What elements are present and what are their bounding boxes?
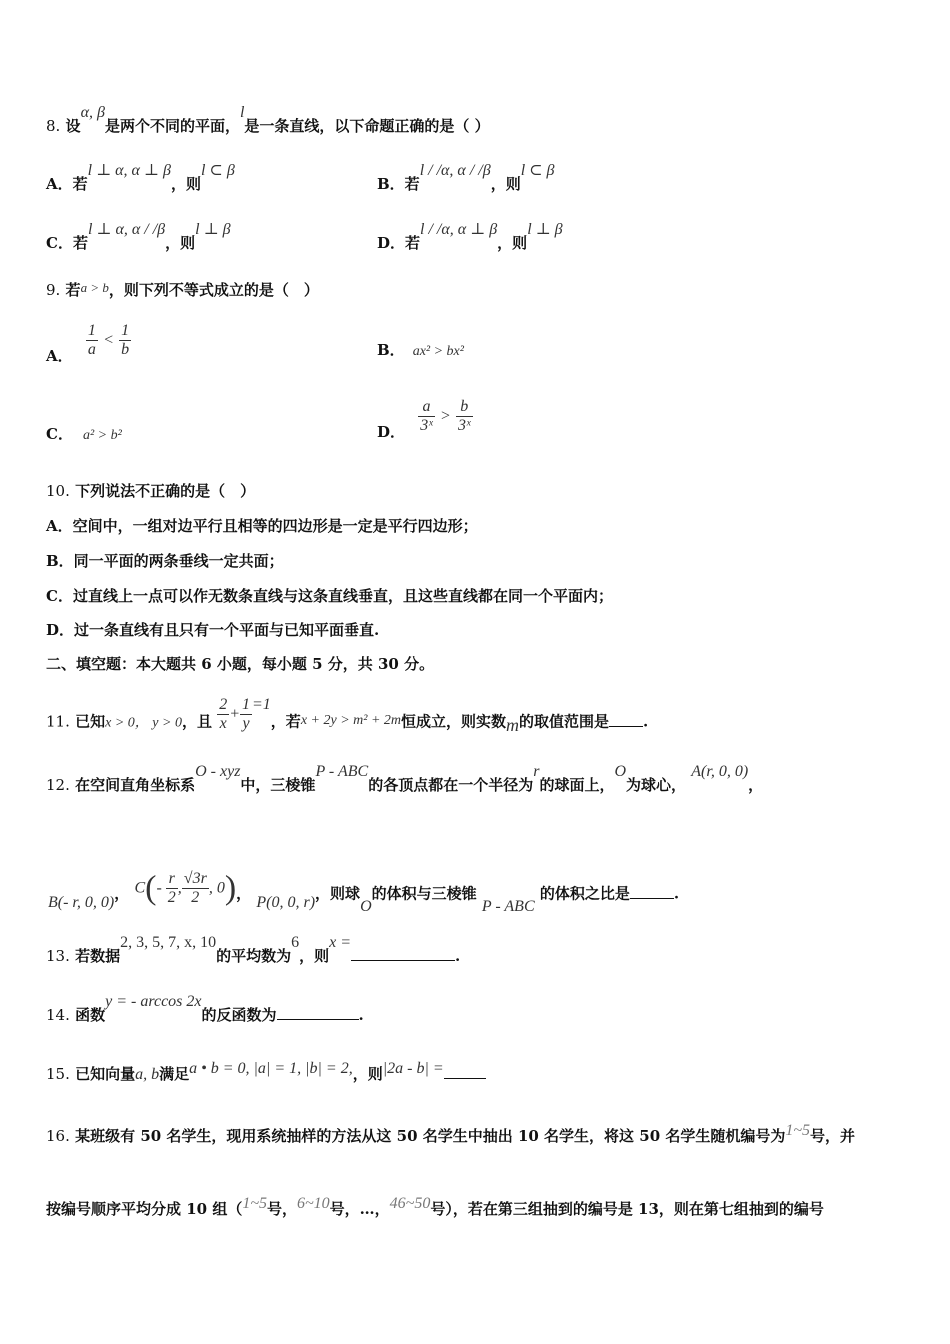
q12-math-pyramid-2: P - ABC [481,897,535,915]
q8-math-l: l [239,104,245,121]
q8-text-mid: 是两个不同的平面， [104,117,240,135]
q12-number: 12. [46,776,70,794]
q8-option-c-res: l ⊥ β [195,221,231,238]
q13-math-mean: 6 [291,934,300,951]
q12-c-comma: , [177,879,182,897]
q9-option-c [46,424,122,446]
q12-point-c-letter: C [134,879,146,897]
q8-option-a-res: l ⊂ β [200,162,235,179]
q9-math-condition: a > b [80,280,109,295]
q8-option-a-then: ，则 [170,175,201,193]
q12-point-c-paren-close: ) [224,869,237,907]
q16-text-2c: 号，…， [329,1200,390,1218]
q13-line [46,934,461,967]
q14-end: . [358,1006,364,1024]
q8-option-c-cond: l ⊥ α, α / /β [87,221,166,238]
q9-option-b-label: B． [377,341,405,359]
q11-frac2 [240,696,252,733]
q12-math-point-a: A(r, 0, 0) [691,763,749,780]
q8-option-d-cond: l / /α, α ⊥ β [420,221,498,238]
q15-answer-blank [444,1064,486,1079]
q12-line-2 [48,869,680,915]
q16-text-2b: 号， [266,1200,297,1218]
q11-number: 11. [46,712,70,731]
q15-math-target: |2a - b| = [382,1060,444,1077]
q11-math-x: x > 0 [105,715,135,731]
q11-text-2: ，且 [181,712,212,731]
q11-text-4: 恒成立，则实数 [401,712,507,731]
q9-d-num1: a [418,398,435,417]
q14-text-1: 函数 [75,1006,106,1024]
q14-text-2: 的反函数为 [201,1006,277,1024]
q12-text-9: ，则球 [315,884,361,903]
section-2-header: 二、填空题：本大题共 6 小题，每小题 5 分，共 30 分。 [46,655,435,673]
q12-answer-blank [630,884,674,899]
q11-line [46,695,649,741]
q9-option-c-expr: a² > b² [82,428,122,443]
q9-d-frac2 [456,398,473,435]
q12-text-10: 的体积与三棱锥 [371,884,477,903]
q12-text-5: 为球心， [626,776,687,794]
q12-math-coord: O - xyz [195,763,241,780]
q13-math-x: x = [329,934,352,951]
q9-option-d-label: D． [377,422,406,441]
q12-text-8: ， [236,884,252,903]
q15-math-vectors: a, b [135,1066,160,1083]
q8-option-d-res: l ⊥ β [527,221,563,238]
q9-a-frac2 [119,322,131,359]
q16-number: 16. [46,1127,70,1145]
q10-stem [46,481,255,501]
q13-text-3: ，则 [299,947,330,965]
q10-option-b: B．同一平面的两条垂线一定共面； [46,552,284,570]
q8-option-c-label: C．若 [46,234,88,252]
q16-math-range-2: 1~5 [242,1195,267,1212]
q14-number: 14. [46,1006,70,1024]
q11-answer-blank [609,712,643,727]
q12-text-6: ， [748,776,764,794]
q8-option-a [46,162,235,195]
q12-text-4: 的球面上， [539,776,615,794]
q8-option-a-label: A．若 [46,175,88,193]
q9-option-b [377,340,464,362]
q12-text-3: 的各顶点都在一个半径为 [368,776,534,794]
q8-option-b-then: ，则 [490,175,521,193]
q12-c-frac2-den: 2 [191,889,200,906]
q8-math-alpha-beta: α, β [80,104,105,121]
q9-d-operator: > [440,407,451,425]
q11-text-1: 已知 [75,712,106,731]
q11-equals-one: =1 [252,695,271,713]
q9-option-d [377,398,473,441]
q8-option-a-cond: l ⊥ α, α ⊥ β [87,162,171,179]
q13-number: 13. [46,947,70,965]
q11-end: . [643,712,649,731]
q16-math-range-1: 1~5 [785,1122,811,1139]
q8-option-b-cond: l / /α, α / /β [419,162,491,179]
q12-c-frac1-num: r [166,870,178,889]
q9-a-frac1 [86,322,98,359]
q12-math-o: O [614,763,627,780]
q11-frac2-num: 1 [242,696,250,713]
q13-math-data: 2, 3, 5, 7, x, 10 [120,934,217,951]
q8-option-d-label: D．若 [377,234,421,252]
q9-option-b-expr: ax² > bx² [412,344,464,359]
q11-math-m: m [506,714,520,735]
q13-text-2: 的平均数为 [216,947,292,965]
q11-fraction-eq [217,696,271,733]
q9-stem [46,280,319,301]
q15-text-2: 满足 [159,1065,190,1083]
q9-d-den2: 3ˣ [458,417,471,434]
q14-answer-blank [277,1005,359,1020]
q11-frac1-den: x [219,715,227,732]
q15-text-1: 已知向量 [75,1065,136,1083]
q12-c-frac1-den: 2 [167,889,176,906]
q8-option-b-label: B．若 [377,175,420,193]
q16-text-1a: 某班级有 50 名学生，现用系统抽样的方法从这 50 名学生中抽出 10 名学生，将这 50 名学生随机编号为 [75,1127,786,1145]
q10-number: 10. [46,482,70,500]
q15-math-conditions: a • b = 0, |a| = 1, |b| = 2, [189,1060,353,1077]
q10-option-d: D．过一条直线有且只有一个平面与已知平面垂直. [46,621,380,639]
q9-a-operator: < [103,331,114,349]
q12-c-frac1 [166,870,178,907]
q8-stem [46,104,490,137]
q10-text: 下列说法不正确的是（ ） [75,482,256,500]
q8-option-c-then: ，则 [165,234,196,252]
q12-point-c-zero: , 0 [208,879,225,897]
q16-text-2a: 按编号顺序平均分成 10 组（ [46,1200,243,1218]
q8-option-b [377,162,555,195]
q9-number: 9. [46,281,61,299]
q10-option-a: A．空间中，一组对边平行且相等的四边形是一定是平行四边形； [46,517,478,535]
q12-line-1 [46,763,764,796]
q14-line [46,993,364,1026]
q16-line-2 [46,1195,824,1220]
q11-plus: + [229,705,240,723]
q12-text-11: 的体积之比是 [539,884,630,903]
q12-end: . [673,884,680,903]
q8-option-c [46,221,231,254]
q12-text-2: 中，三棱锥 [240,776,316,794]
q16-text-1b: 号，并 [810,1127,856,1145]
q8-option-d [377,221,563,254]
q12-point-c-minus: - [156,879,166,897]
q11-text-5: 的取值范围是 [519,712,610,731]
q9-option-a-label: A． [46,346,73,365]
q12-math-point-b: B(- r, 0, 0) [48,893,115,911]
q16-line-1 [46,1122,856,1147]
q9-option-c-label: C． [46,425,73,443]
q9-a-den2: b [121,341,130,358]
q9-d-num2: b [456,398,473,417]
q14-math-function: y = - arccos 2x [105,993,202,1010]
q8-text-pre: 设 [65,117,81,135]
q15-number: 15. [46,1065,70,1083]
q11-text-3: ，若 [270,712,301,731]
q9-text-pre: 若 [65,281,81,299]
q9-a-num1: 1 [87,322,96,339]
q12-math-r: r [533,763,540,780]
q15-line [46,1060,486,1085]
q12-math-pyramid: P - ABC [315,763,369,780]
q8-option-d-then: ，则 [497,234,528,252]
q13-answer-blank [351,946,455,961]
q10-option-c: C．过直线上一点可以作无数条直线与这条直线垂直，且这些直线都在同一个平面内； [46,587,613,605]
q15-text-3: ，则 [352,1065,383,1083]
q16-math-range-3: 6~10 [297,1195,330,1212]
q9-a-den1: a [87,341,96,358]
q8-option-b-res: l ⊂ β [520,162,555,179]
q13-end: . [455,947,461,965]
q12-math-sphere-o: O [360,897,372,915]
q12-c-frac2-num: √3r [183,870,207,887]
q13-text-1: 若数据 [75,947,121,965]
q12-point-c-paren-open: ( [145,869,157,907]
q9-d-den1: 3ˣ [420,417,433,434]
q11-math-inequality: x + 2y > m² + 2m [300,712,401,728]
q12-text-1: 在空间直角坐标系 [75,776,196,794]
q12-c-frac2 [182,870,209,907]
q8-number: 8. [46,117,61,135]
q12-math-point-p: P(0, 0, r) [256,893,316,911]
q9-d-frac1 [418,398,435,435]
q9-option-a [46,322,131,365]
q11-math-y: ， y > 0 [134,715,182,731]
q12-text-7: ， [114,884,130,903]
q9-text-post: ，则下列不等式成立的是（ ） [108,281,319,299]
q16-math-range-4: 46~50 [389,1195,431,1212]
q11-frac1 [217,696,229,733]
q12-point-c [134,870,236,907]
q16-text-2d: 号），若在第三组抽到的编号是 13，则在第七组抽到的编号 [430,1200,824,1218]
q11-frac2-den: y [242,715,250,732]
q9-a-num2: 1 [121,322,130,339]
q8-text-post: 是一条直线，以下命题正确的是（ ） [244,117,490,135]
q11-frac1-num: 2 [219,696,228,713]
